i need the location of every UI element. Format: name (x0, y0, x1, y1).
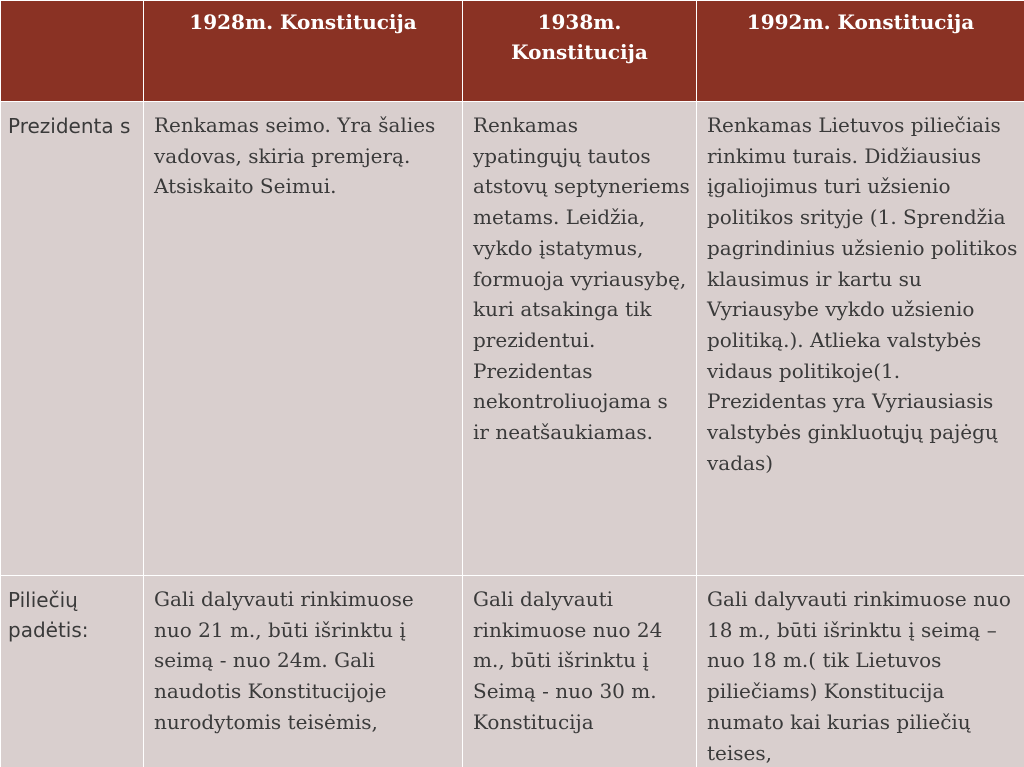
header-corner-cell (1, 1, 144, 102)
header-1938-constitution: 1938m. Konstitucija (463, 1, 697, 102)
row-label-text: Prezidenta s (8, 114, 131, 138)
cell-text: Gali dalyvauti rinkimuose nuo 21 m., būti išrinktu į seimą - nuo 24m. Gali naudotis Konstitucijoje nurodytomis teisėmis, (154, 587, 414, 734)
header-1928-constitution: 1928m. Konstitucija (144, 1, 463, 102)
cell-citizens-1938 (463, 576, 697, 767)
cell-president-1938 (463, 102, 697, 576)
header-1992-constitution: 1992m. Konstitucija (697, 1, 1024, 102)
cell-president-1928 (144, 102, 463, 576)
header-row (1, 1, 1024, 102)
cell-text: Renkamas seimo. Yra šalies vadovas, skiria premjerą. Atsiskaito Seimui. (154, 113, 436, 199)
table-row-president (1, 102, 1024, 576)
row-label-text: Piliečių padėtis: (8, 588, 89, 642)
table-row-citizens (1, 576, 1024, 767)
cell-text: Gali dalyvauti rinkimuose nuo 18 m., būti išrinktu į seimą – nuo 18 m.( tik Lietuvos piliečiams) Konstitucija numato kai kurias piliečių teises, (707, 587, 1011, 765)
cell-text: Gali dalyvauti rinkimuose nuo 24 m., būti išrinktu į Seimą - nuo 30 m. Konstitucija (473, 587, 663, 734)
cell-citizens-1992 (697, 576, 1024, 767)
cell-text: Renkamas ypatingųjų tautos atstovų septyneriems metams. Leidžia, vykdo įstatymus, formuoja vyriausybę, kuri atsakinga tik prezidentui. Prezidentas nekontroliuojama s ir neatšaukiamas. (473, 113, 690, 445)
row-label-president (1, 102, 144, 576)
row-label-citizens (1, 576, 144, 767)
cell-president-1992 (697, 102, 1024, 576)
cell-text: Renkamas Lietuvos piliečiais rinkimu turais. Didžiausius įgaliojimus turi užsienio politikos srityje (1. Sprendžia pagrindinius užsienio politikos klausimus ir kartu su Vyriausybe vykdo užsienio politiką.). Atlieka valstybės vidaus politikoje(1. Prezidentas yra Vyriausiasis valstybės ginkluotųjų pajėgų vadas) (707, 113, 1018, 475)
cell-citizens-1928 (144, 576, 463, 767)
